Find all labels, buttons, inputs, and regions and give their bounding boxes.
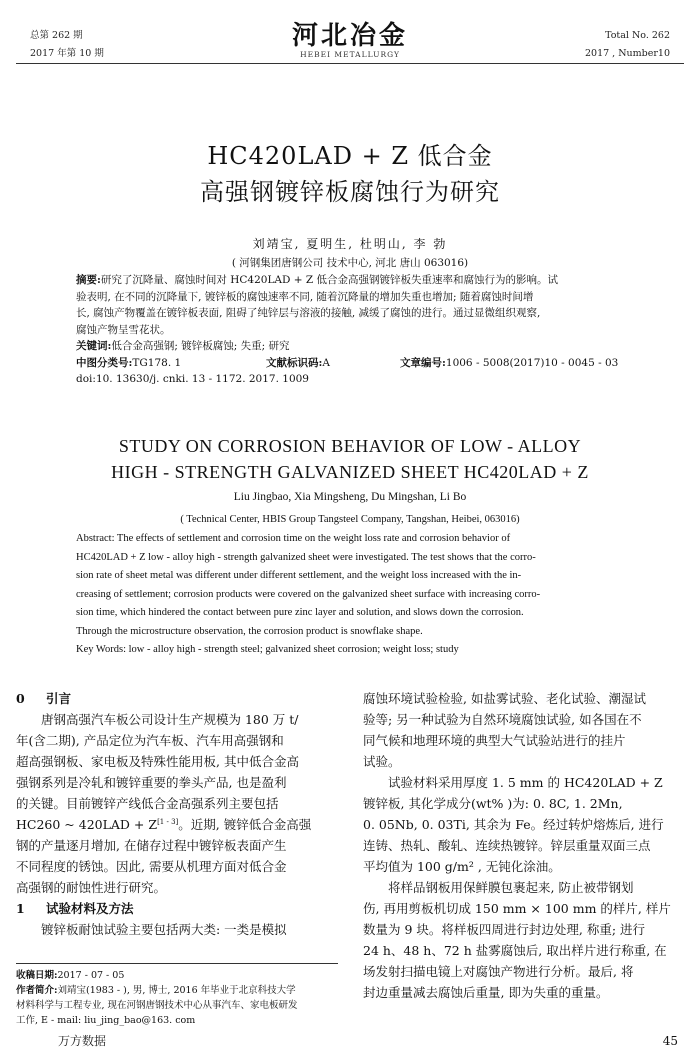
author-bio-label: 作者简介: — [16, 985, 58, 996]
doi: doi:10. 13630/j. cnki. 13 - 1172. 2017. 1009 — [76, 373, 309, 385]
footnote — [16, 968, 342, 1028]
body-line: 封边重量减去腐蚀后重量, 即为失重的重量。 — [363, 985, 609, 1000]
body-line: 的关键。目前镀锌产线低合金高强系列主要包括 — [16, 796, 279, 811]
article-number: 文章编号:1006 - 5008(2017)10 - 0045 - 03 — [400, 356, 619, 369]
body-line: 唐钢高强汽车板公司设计生产规模为 180 万 t/ — [41, 712, 299, 727]
intro-paragraph — [16, 709, 338, 898]
body-line: 伤, 再用剪板机切成 150 mm × 100 mm 的样片, 样片 — [363, 901, 671, 916]
body-line: 强钢系列是冷轧和镀锌重要的拳头产品, 也是盈利 — [16, 775, 287, 790]
abstract-en-line: sion rate of sheet metal was different under different settlement, and the weight loss increased with the in- — [76, 570, 522, 581]
section-number: 0 — [16, 691, 25, 706]
abstract-en-line: sion time, which hindered the contact between pure zinc layer and solution, and slows down the corrosion. — [76, 607, 524, 618]
keywords-cn-label: 关键词: — [76, 340, 112, 352]
abstract-cn-line: 验表明, 在不同的沉降量下, 镀锌板的腐蚀速率不同, 随着沉降量的增加失重也增加; 随着腐蚀时间增 — [76, 290, 534, 303]
abstract-cn-line: 研究了沉降量、腐蚀时间对 HC420LAD + Z 低合金高强钢镀锌板失重速率和腐蚀行为的影响。试 — [100, 274, 559, 286]
body-line: 0. 05Nb, 0. 03Ti, 其余为 Fe。经过转炉熔炼后, 进行 — [363, 817, 664, 832]
body-line: 试验材料采用厚度 1. 5 mm 的 HC420LAD + Z — [388, 775, 663, 790]
header-issue-right: Total No. 262 — [605, 30, 670, 41]
citation: [1 - 3] — [157, 817, 179, 826]
body-line: HC260 ~ 420LAD + Z[1 - 3]。近期, 镀锌低合金高强 — [16, 817, 312, 832]
abstract-cn-label: 摘要: — [76, 274, 101, 286]
keywords-cn: 低合金高强钢; 镀锌板腐蚀; 失重; 研究 — [111, 340, 290, 352]
abstract-en-line: Through the microstructure observation, the corrosion product is snowflake shape. — [76, 625, 423, 637]
body-line: 超高强钢板、家电板及特殊性能用板, 其中低合金高 — [16, 754, 299, 769]
section-heading-0 — [16, 688, 338, 709]
received-date: 2017 - 07 - 05 — [57, 970, 125, 981]
keywords-en: Key Words: low - alloy high - strength steel; galvanized sheet corrosion; weight loss; study — [76, 644, 459, 655]
body-line: 镀锌板, 其化学成分(wt% )为: 0. 8C, 1. 2Mn, — [363, 796, 623, 811]
title-en-line2: HIGH - STRENGTH GALVANIZED SHEET HC420LAD + Z — [111, 462, 589, 482]
body-line: 平均值为 100 g/m² , 无钝化涂油。 — [363, 859, 561, 874]
clc-code: 中图分类号:TG178. 1 — [76, 356, 182, 369]
body-line: 钢的产量逐月增加, 在储存过程中镀锌板表面产生 — [16, 838, 287, 853]
author-bio-line: 材料科学与工程专业, 现在河钢唐钢技术中心从事汽车、家电板研发 — [16, 1000, 298, 1011]
body-line: 验等; 另一种试验为自然环境腐蚀试验, 如各国在不 — [363, 712, 642, 727]
body-line: 将样品钢板用保鲜膜包裹起来, 防止被带钢划 — [388, 880, 634, 895]
classification-row — [76, 355, 628, 372]
abstract-cn-line: 腐蚀产物呈雪花状。 — [76, 323, 171, 336]
header-issue-left: 总第 262 期 — [30, 30, 83, 41]
doc-code: 文献标识码:A — [266, 356, 330, 369]
journal-logo-en: HEBEI METALLURGY — [300, 50, 400, 59]
body-line: 年(含二期), 产品定位为汽车板、汽车用高强钢和 — [16, 733, 284, 748]
footnote-rule — [16, 963, 338, 964]
abstract-en-line: creasing of settlement; corrosion products were covered on the galvanized sheet surface with increasing corro- — [76, 588, 541, 600]
right-column — [363, 688, 685, 1003]
section-title: 引言 — [46, 691, 72, 706]
affiliation-cn: ( 河钢集团唐钢公司 技术中心, 河北 唐山 063016) — [231, 257, 469, 269]
title-cn-line2: 高强钢镀锌板腐蚀行为研究 — [200, 178, 500, 206]
journal-logo-cn: 河北冶金 — [291, 21, 408, 51]
abstract-en-line: HC420LAD + Z low - alloy high - strength galvanized sheet were investigated. The test shows that the corro- — [76, 551, 536, 563]
section-title: 试验材料及方法 — [46, 901, 134, 916]
body-line: 数量为 9 块。将样板四周进行封边处理, 称重; 进行 — [363, 922, 646, 937]
received-label: 收稿日期: — [16, 970, 58, 981]
authors-en: Liu Jingbao, Xia Mingsheng, Du Mingshan, Li Bo — [233, 491, 467, 503]
abstract-en — [76, 530, 628, 660]
abstract-cn-line: 长, 腐蚀产物覆盖在镀锌板表面, 阻碍了纯锌层与溶液的接触, 减缓了腐蚀的进行。通过显微组织观察, — [76, 307, 541, 319]
page-number: 45 — [662, 1034, 678, 1048]
method-paragraph: 镀锌板耐蚀试验主要包括两大类: 一类是模拟 — [41, 922, 287, 937]
body-line: 不同程度的锈蚀。因此, 需要从机理方面对低合金 — [16, 859, 287, 874]
title-en-line1: STUDY ON CORROSION BEHAVIOR OF LOW - ALLOY — [118, 436, 582, 456]
authors-cn: 刘靖宝, 夏明生, 杜明山, 李 勃 — [252, 237, 448, 251]
left-column — [16, 688, 338, 940]
body-line: 连铸、热轧、酸轧、连续热镀锌。锌层重量双面三点 — [363, 838, 651, 853]
author-bio-line: 工作, E - mail: liu_jing_bao@163. com — [16, 1015, 196, 1026]
author-bio-line: 刘靖宝(1983 - ), 男, 博士, 2016 年毕业于北京科技大学 — [57, 985, 296, 996]
body-line: 同气候和地理环境的典型大气试验站进行的挂片 — [363, 733, 626, 748]
abstract-cn — [76, 272, 628, 388]
header-rule — [16, 63, 684, 64]
body-line: 高强钢的耐蚀性进行研究。 — [16, 880, 167, 895]
header-date-right: 2017 , Number10 — [584, 48, 670, 59]
body-line: 24 h、48 h、72 h 盐雾腐蚀后, 取出样片进行称重, 在 — [363, 943, 667, 958]
affiliation-en: ( Technical Center, HBIS Group Tangsteel Company, Tangshan, Heibei, 063016) — [180, 514, 520, 525]
section-number: 1 — [16, 901, 25, 916]
body-line: 腐蚀环境试验检验, 如盐雾试验、老化试验、潮湿试 — [363, 691, 646, 706]
body-line: 场发射扫描电镜上对腐蚀产物进行分析。最后, 将 — [363, 964, 634, 979]
watermark: 万方数据 — [58, 1034, 107, 1048]
section-heading-1 — [16, 898, 338, 919]
header-date-left: 2017 年第 10 期 — [30, 48, 104, 59]
title-cn-line1: HC420LAD + Z 低合金 — [207, 142, 493, 170]
body-line: 试验。 — [363, 754, 401, 769]
abstract-en-line: Abstract: The effects of settlement and corrosion time on the weight loss rate and corrosion behavior of — [76, 533, 511, 544]
